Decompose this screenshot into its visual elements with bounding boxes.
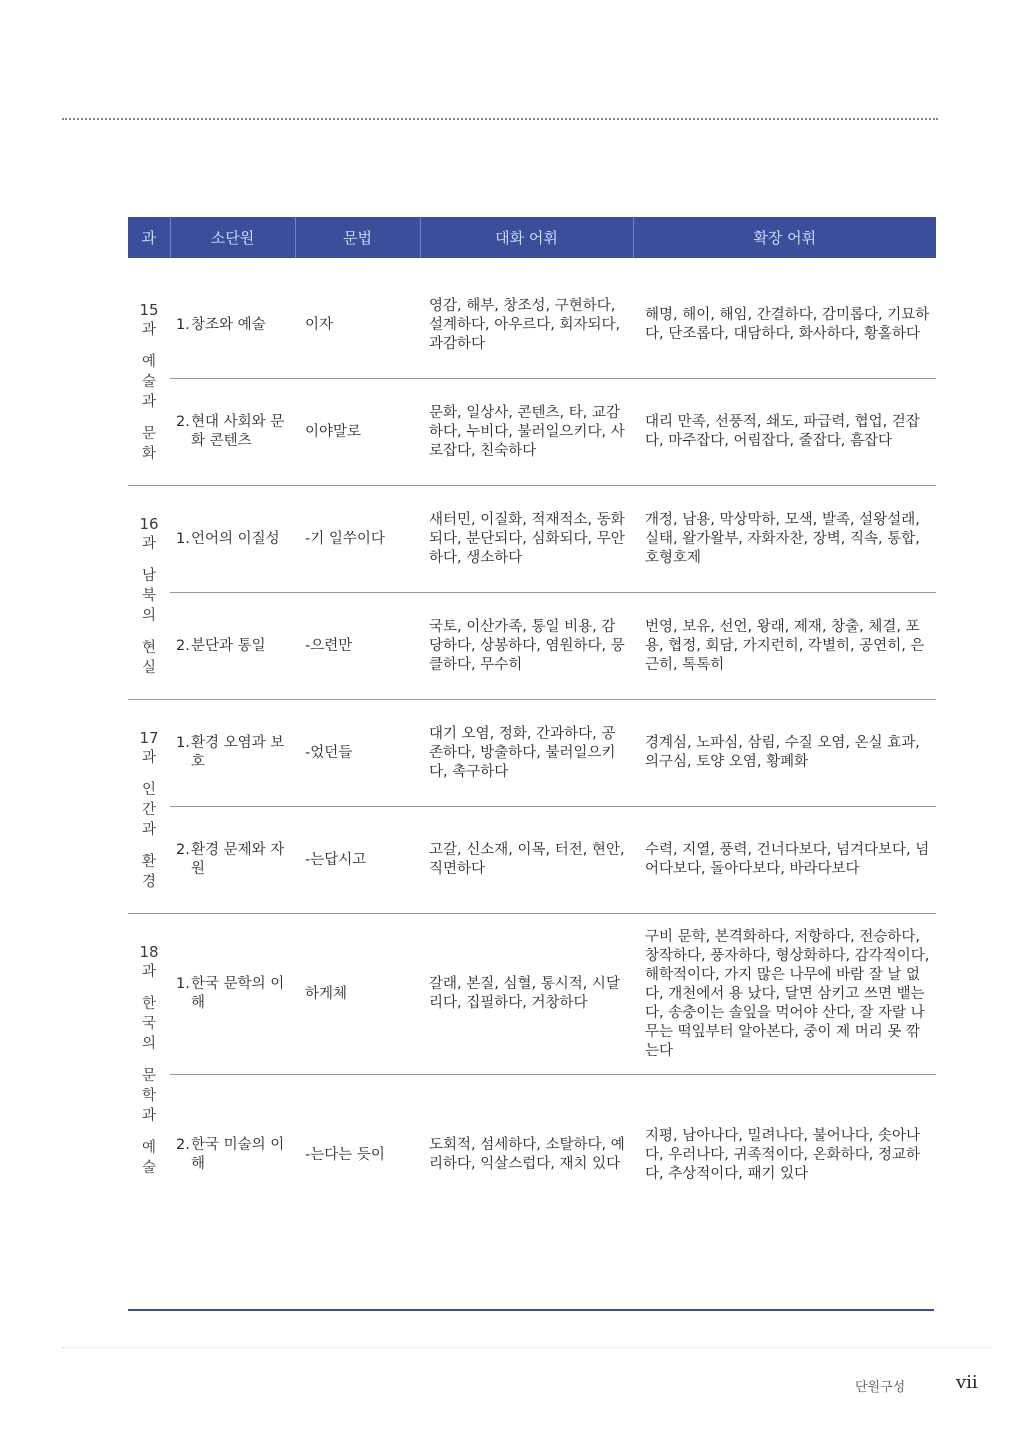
- subunit: [176, 530, 295, 549]
- footer-dotted-rule: [62, 1347, 992, 1348]
- subunit: [176, 975, 295, 1013]
- lesson-title-char: 술: [141, 1160, 156, 1176]
- header-conversation-vocab: 대화 어휘: [420, 217, 633, 258]
- conversation-vocab-cell: 도회적, 섬세하다, 소탈하다, 예리하다, 익살스럽다, 재치 있다: [420, 1075, 633, 1236]
- subunit: [176, 1136, 295, 1174]
- lesson-title-char: 경: [141, 874, 156, 890]
- lesson-unit: 과: [141, 536, 156, 552]
- grammar-cell: -는다는 듯이: [295, 1075, 420, 1236]
- unit-structure-table-wrap: [128, 217, 936, 1235]
- subunit-cell: [170, 914, 295, 1075]
- subunit-number: 1.: [176, 530, 190, 547]
- subunit: [176, 734, 295, 772]
- extension-vocab-cell: 지평, 남아나다, 밀려나다, 불어나다, 솟아나다, 우러나다, 귀족적이다, 온화하다, 정교하다, 추상적이다, 패기 있다: [633, 1075, 936, 1236]
- lesson-number: 17: [139, 729, 159, 747]
- subunit-name: 환경 오염과 보호: [191, 735, 285, 770]
- subunit: [176, 637, 295, 656]
- subunit-name: 현대 사회와 문화 콘텐츠: [191, 414, 285, 449]
- lesson-cell: [128, 914, 170, 1236]
- lesson-title-char: 환: [141, 854, 156, 870]
- lesson-title-gap: [128, 626, 170, 638]
- lesson-title-char: 과: [141, 394, 156, 410]
- header-grammar: 문법: [295, 217, 420, 258]
- subunit-cell: [170, 593, 295, 700]
- table-row: [128, 593, 936, 700]
- lesson-title-char: 학: [141, 1088, 156, 1104]
- lesson-cell: [128, 486, 170, 700]
- table-bottom-rule: [128, 1309, 934, 1311]
- subunit-name: 한국 문학의 이해: [191, 976, 285, 1011]
- lesson-number: 18: [139, 943, 159, 961]
- conversation-vocab-cell: 갈래, 본질, 심혈, 통시적, 시달리다, 집필하다, 거창하다: [420, 914, 633, 1075]
- lesson-cell: [128, 272, 170, 486]
- footer-section-label: 단원구성: [855, 1380, 906, 1395]
- table-row: [128, 486, 936, 593]
- lesson-gap: [128, 340, 170, 352]
- subunit-cell: [170, 486, 295, 593]
- table-spacer-row: [128, 258, 936, 272]
- lesson-unit: 과: [141, 964, 156, 980]
- subunit-name: 환경 문제와 자원: [191, 842, 285, 877]
- table-row: [128, 1075, 936, 1236]
- lesson-title-char: 과: [141, 1108, 156, 1124]
- lesson-gap: [128, 982, 170, 994]
- grammar-cell: -으련만: [295, 593, 420, 700]
- lesson-title-gap: [128, 840, 170, 852]
- grammar-cell: 하게체: [295, 914, 420, 1075]
- lesson-unit: 과: [141, 750, 156, 766]
- extension-vocab-cell: 경계심, 노파심, 삼림, 수질 오염, 온실 효과, 의구심, 토양 오염, 황폐화: [633, 700, 936, 807]
- subunit-cell: [170, 1075, 295, 1236]
- lesson-title-char: 문: [141, 1068, 156, 1084]
- lesson-cell: [128, 700, 170, 914]
- table-row: [128, 914, 936, 1075]
- page-number: vii: [956, 1372, 978, 1393]
- subunit-number: 1.: [176, 976, 190, 992]
- lesson-title-char: 국: [141, 1016, 156, 1032]
- subunit-cell: [170, 700, 295, 807]
- table-row: [128, 272, 936, 379]
- lesson-title-gap: [128, 1054, 170, 1066]
- grammar-cell: -기 일쑤이다: [295, 486, 420, 593]
- subunit-number: 2.: [176, 414, 190, 430]
- lesson-number: 16: [139, 515, 159, 533]
- subunit-number: 2.: [176, 1137, 190, 1153]
- grammar-cell: -는답시고: [295, 807, 420, 914]
- grammar-cell: 이자: [305, 316, 334, 333]
- subunit: [176, 316, 295, 335]
- subunit-name: 창조와 예술: [191, 316, 266, 333]
- top-dotted-rule: [62, 118, 938, 120]
- conversation-vocab-cell: 새터민, 이질화, 적재적소, 동화되다, 분단되다, 심화되다, 무안하다, 생소하다: [420, 486, 633, 593]
- extension-vocab-cell: 대리 만족, 선풍적, 쇄도, 파급력, 협업, 걷잡다, 마주잡다, 어림잡다, 줄잡다, 흠잡다: [633, 379, 936, 486]
- lesson-title-char: 실: [141, 660, 156, 676]
- subunit-number: 1.: [176, 735, 190, 751]
- subunit-name: 분단과 통일: [191, 637, 266, 654]
- extension-vocab-cell: 해명, 해이, 해임, 간결하다, 감미롭다, 기묘하다, 단조롭다, 대담하다, 화사하다, 황홀하다: [645, 307, 930, 342]
- lesson-title-char: 화: [141, 446, 156, 462]
- lesson-title-char: 의: [141, 608, 156, 624]
- lesson-title-char: 술: [141, 374, 156, 390]
- grammar-cell: -었던들: [295, 700, 420, 807]
- subunit-name: 언어의 이질성: [191, 530, 280, 547]
- lesson-title-char: 과: [141, 822, 156, 838]
- lesson-title-char: 현: [141, 640, 156, 656]
- table-header-row: [128, 217, 936, 258]
- extension-vocab-cell: 번영, 보유, 선언, 왕래, 제재, 창출, 체결, 포용, 협정, 회담, 가지런히, 각별히, 공연히, 은근히, 톡톡히: [633, 593, 936, 700]
- lesson-gap: [128, 768, 170, 780]
- subunit-cell: [170, 272, 295, 379]
- extension-vocab-cell: 수력, 지열, 풍력, 건너다보다, 넘겨다보다, 넘어다보다, 돌아다보다, 바라다보다: [633, 807, 936, 914]
- subunit-cell: [170, 807, 295, 914]
- lesson-title-gap: [128, 412, 170, 424]
- lesson-unit: 과: [141, 322, 156, 338]
- subunit-cell: [170, 379, 295, 486]
- lesson-title-char: 한: [141, 996, 156, 1012]
- subunit-number: 1.: [176, 316, 190, 333]
- lesson-title-char: 의: [141, 1036, 156, 1052]
- lesson-title-char: 예: [141, 354, 156, 370]
- conversation-vocab-cell: 영감, 해부, 창조성, 구현하다, 설계하다, 아우르다, 회자되다, 과감하다: [429, 297, 621, 352]
- table-body: [128, 258, 936, 1235]
- lesson-title-char: 인: [141, 782, 156, 798]
- table-row: [128, 700, 936, 807]
- subunit-number: 2.: [176, 637, 190, 654]
- conversation-vocab-cell: 대기 오염, 정화, 간과하다, 공존하다, 방출하다, 불러일으키다, 촉구하다: [420, 700, 633, 807]
- unit-structure-table: [128, 217, 936, 1235]
- subunit-number: 2.: [176, 842, 190, 858]
- header-subunit: 소단원: [170, 217, 295, 258]
- lesson-gap: [128, 554, 170, 566]
- subunit: [176, 841, 295, 879]
- subunit: [176, 413, 295, 451]
- lesson-title-char: 북: [141, 588, 156, 604]
- extension-vocab-cell: 개정, 남용, 막상막하, 모색, 발족, 설왕설래, 실태, 왈가왈부, 자화자찬, 장벽, 직속, 통합, 호형호제: [633, 486, 936, 593]
- lesson-title-char: 문: [141, 426, 156, 442]
- lesson-title-char: 남: [141, 568, 156, 584]
- header-extension-vocab: 확장 어휘: [633, 217, 936, 258]
- header-lesson: 과: [128, 217, 170, 258]
- lesson-title-char: 예: [141, 1140, 156, 1156]
- grammar-cell: 이야말로: [295, 379, 420, 486]
- extension-vocab-cell: 구비 문학, 본격화하다, 저항하다, 전승하다, 창작하다, 풍자하다, 형상화하다, 감각적이다, 해학적이다, 가지 많은 나무에 바람 잘 날 없다, 개천에서 용 났다, 달면 삼키고 쓰면 뱉는다, 송충이는 솔잎을 먹어야 산다, 잘 자랄 나무는 떡잎부터 알아본다, 중이 제 머리 못 깎는다: [633, 914, 936, 1075]
- lesson-title-char: 간: [141, 802, 156, 818]
- table-row: [128, 807, 936, 914]
- conversation-vocab-cell: 국토, 이산가족, 통일 비용, 감당하다, 상봉하다, 염원하다, 뭉클하다, 무수히: [420, 593, 633, 700]
- lesson-title-gap: [128, 1126, 170, 1138]
- conversation-vocab-cell: 문화, 일상사, 콘텐츠, 타, 교감하다, 누비다, 불러일으키다, 사로잡다, 친숙하다: [420, 379, 633, 486]
- conversation-vocab-cell: 고갈, 신소재, 이목, 터전, 현안, 직면하다: [420, 807, 633, 914]
- table-row: [128, 379, 936, 486]
- subunit-name: 한국 미술의 이해: [191, 1137, 285, 1172]
- lesson-number: 15: [139, 301, 159, 319]
